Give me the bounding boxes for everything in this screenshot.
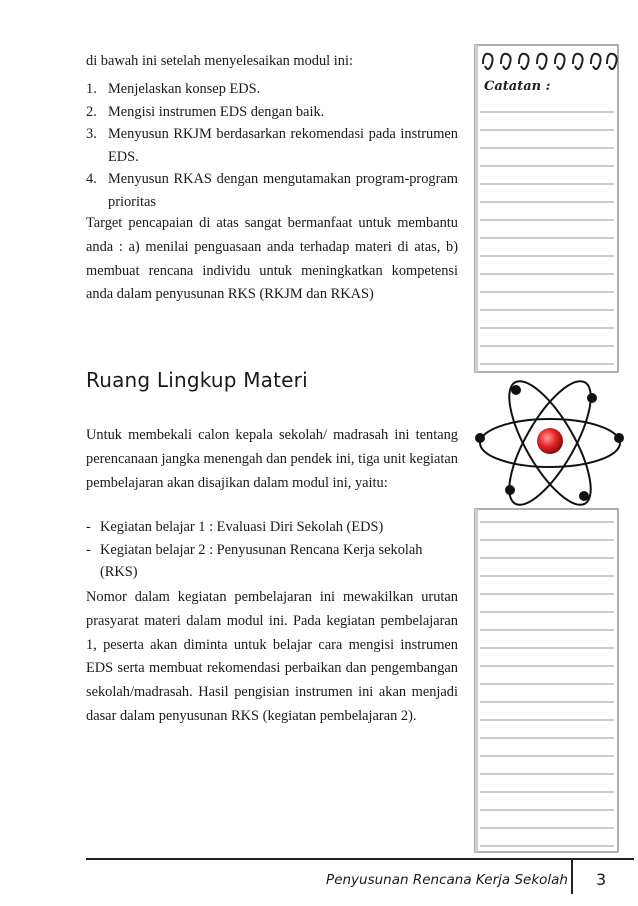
- intro-text: di bawah ini setelah menyelesaikan modul ini:: [86, 53, 353, 69]
- list-text: Kegiatan belajar 2 : Penyusunan Rencana Kerja sekolah (RKS): [100, 541, 423, 580]
- section-heading: Ruang Lingkup Materi: [86, 368, 308, 392]
- list-text: Menyusun RKJM berdasarkan rekomendasi pada instrumen EDS.: [108, 126, 458, 165]
- list-text: Menjelaskan konsep EDS.: [108, 81, 261, 97]
- scope-paragraph: Untuk membekali calon kepala sekolah/ madrasah ini tentang perencanaan jangka menengah dan pendek ini, tiga unit kegiatan pembelajaran akan disajikan dalam modul ini, yaitu:: [86, 427, 459, 491]
- footer-title: Penyusunan Rencana Kerja Sekolah: [326, 872, 568, 888]
- footer-separator: [571, 858, 573, 894]
- notes-label: Catatan :: [484, 79, 551, 94]
- list-dash: -: [86, 541, 91, 558]
- list-number: 4.: [86, 171, 97, 187]
- list-text: Mengisi instrumen EDS dengan baik.: [108, 103, 325, 120]
- footer-divider: [86, 858, 634, 860]
- list-text: Menyusun RKAS dengan mengutamakan program-program prioritas: [108, 171, 458, 210]
- activities-list: [86, 516, 458, 584]
- notepad-top-image: [474, 44, 620, 374]
- list-item: [86, 101, 458, 124]
- page-number: 3: [596, 870, 607, 889]
- list-number: 1.: [86, 81, 97, 97]
- order-paragraph: Nomor dalam kegiatan pembelajaran ini mewakilkan urutan prasyarat materi dalam modul ini. Pada kegiatan pembelajaran 1, peserta akan diminta untuk belajar cara mengisi instrumen EDS serta membuat rekomendasi perbaikan dan pengembangan sekolah/madrasah. Hasil pengisian instrumen ini akan menjadi dasar dalam penyusunan RKS (kegiatan pembelajaran 2).: [86, 589, 458, 724]
- list-text: Kegiatan belajar 1 : Evaluasi Diri Sekolah (EDS): [100, 519, 384, 535]
- list-dash: -: [86, 519, 91, 535]
- objectives-list: [86, 78, 458, 213]
- list-number: 3.: [86, 126, 97, 142]
- atom-icon: [472, 378, 628, 508]
- list-item: [86, 78, 458, 101]
- list-item: [86, 539, 458, 584]
- list-item: [86, 516, 458, 539]
- notepad-bottom-image: [474, 508, 620, 854]
- list-number: 2.: [86, 103, 97, 120]
- target-paragraph: Target pencapaian di atas sangat bermanfaat untuk membantu anda : a) menilai penguasaan anda terhadap materi di atas, b) membuat rencana individu untuk meningkatkan kompetensi anda dalam penyusunan RKS (RKJM dan RKAS): [86, 215, 458, 303]
- list-item: [86, 123, 458, 168]
- nucleus-icon: [537, 428, 563, 454]
- list-item: [86, 168, 458, 213]
